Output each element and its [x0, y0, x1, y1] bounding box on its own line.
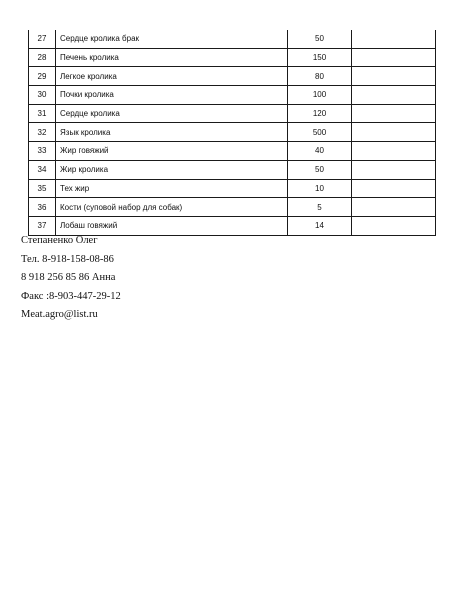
- price-table: [28, 30, 436, 236]
- item-price: 50: [288, 160, 352, 179]
- row-number: 37: [29, 216, 56, 235]
- table-row: [29, 142, 436, 161]
- item-price: 150: [288, 48, 352, 67]
- row-number: 28: [29, 48, 56, 67]
- item-name: Жир кролика: [56, 160, 288, 179]
- item-price: 40: [288, 142, 352, 161]
- contact-block: [21, 232, 121, 325]
- item-price: 10: [288, 179, 352, 198]
- item-name: Тех жир: [56, 179, 288, 198]
- empty-cell: [352, 48, 436, 67]
- item-name: Кости (суповой набор для собак): [56, 198, 288, 217]
- item-price: 500: [288, 123, 352, 142]
- item-price: 80: [288, 67, 352, 86]
- empty-cell: [352, 86, 436, 105]
- item-price: 120: [288, 104, 352, 123]
- item-name: Сердце кролика: [56, 104, 288, 123]
- table-row: [29, 123, 436, 142]
- item-name: Сердце кролика брак: [56, 30, 288, 48]
- table-row: [29, 30, 436, 48]
- empty-cell: [352, 123, 436, 142]
- empty-cell: [352, 216, 436, 235]
- price-table-body: [29, 30, 436, 235]
- empty-cell: [352, 142, 436, 161]
- item-price: 5: [288, 198, 352, 217]
- item-price: 14: [288, 216, 352, 235]
- item-name: Печень кролика: [56, 48, 288, 67]
- row-number: 36: [29, 198, 56, 217]
- contact-email: Meat.agro@list.ru: [21, 309, 98, 321]
- contact-phone: Тел. 8-918-158-08-86: [21, 253, 114, 265]
- item-name: Легкое кролика: [56, 67, 288, 86]
- item-name: Жир говяжий: [56, 142, 288, 161]
- empty-cell: [352, 198, 436, 217]
- contact-name: Степаненко Олег: [21, 235, 98, 246]
- table-row: [29, 67, 436, 86]
- table-row: [29, 48, 436, 67]
- empty-cell: [352, 30, 436, 48]
- empty-cell: [352, 160, 436, 179]
- row-number: 35: [29, 179, 56, 198]
- row-number: 30: [29, 86, 56, 105]
- row-number: 33: [29, 142, 56, 161]
- item-name: Лобаш говяжий: [56, 216, 288, 235]
- item-price: 100: [288, 86, 352, 105]
- empty-cell: [352, 104, 436, 123]
- contact-fax: Факс :8-903-447-29-12: [21, 290, 121, 302]
- item-price: 50: [288, 30, 352, 48]
- table-row: [29, 179, 436, 198]
- table-row: [29, 86, 436, 105]
- table-row: [29, 160, 436, 179]
- empty-cell: [352, 179, 436, 198]
- table-row: [29, 198, 436, 217]
- row-number: 32: [29, 123, 56, 142]
- row-number: 31: [29, 104, 56, 123]
- empty-cell: [352, 67, 436, 86]
- contact-phone-secondary: 8 918 256 85 86 Анна: [21, 272, 116, 284]
- row-number: 27: [29, 30, 56, 48]
- row-number: 29: [29, 67, 56, 86]
- table-row: [29, 104, 436, 123]
- row-number: 34: [29, 160, 56, 179]
- item-name: Почки кролика: [56, 86, 288, 105]
- item-name: Язык кролика: [56, 123, 288, 142]
